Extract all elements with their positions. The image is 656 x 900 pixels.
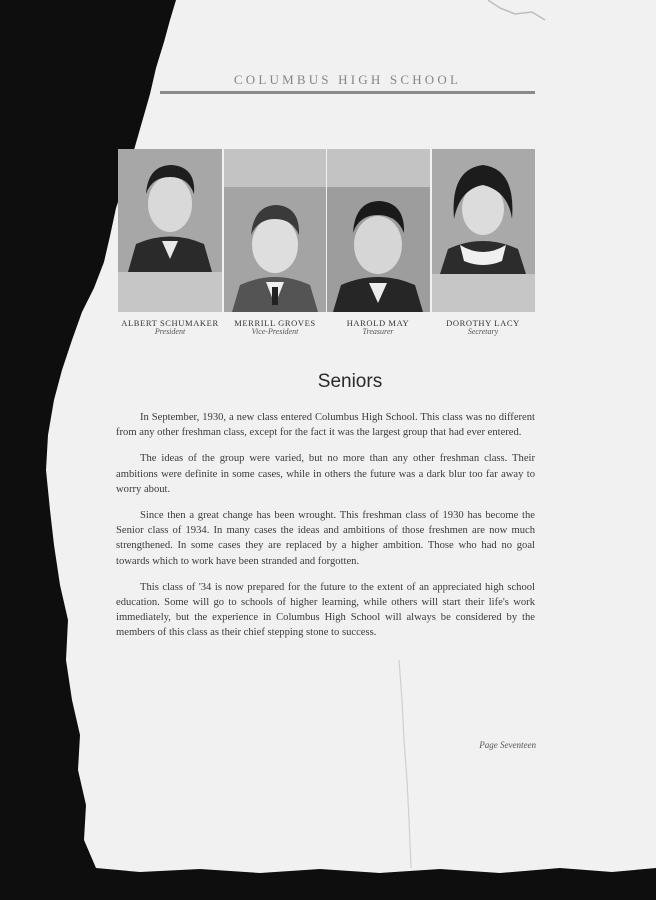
running-head-school-name: COLUMBUS HIGH SCHOOL xyxy=(233,72,462,87)
portrait-merrill-groves-top xyxy=(224,149,326,187)
class-history-text xyxy=(116,410,535,652)
officer-name: MERRILL GROVES xyxy=(234,318,316,328)
officer-role: Secretary xyxy=(467,327,499,336)
officer-role: Treasurer xyxy=(362,327,394,336)
officer-name: ALBERT SCHUMAKER xyxy=(121,318,219,328)
section-title: Seniors xyxy=(317,371,383,392)
page-number: Page Seventeen xyxy=(479,740,536,750)
paragraph: This class of '34 is now prepared for the future to the extent of an appreciated high school education. Some will go to schools of higher learning, while others will start their life's work immediately, but the experience in Columbus High School will always be considered by the members of this class as their chief stepping stone to success. xyxy=(116,581,535,639)
caption-harold-may xyxy=(318,318,438,336)
portrait-photo xyxy=(327,187,430,312)
paragraph: The ideas of the group were varied, but no more than any other freshman class. Their ambitions were definite in some cases, while in others the future was a dark blur too far away to worry about. xyxy=(116,453,535,495)
officer-role: Vice-President xyxy=(251,327,299,336)
portrait-dorothy-lacy xyxy=(432,149,535,274)
caption-albert-schumaker xyxy=(110,318,230,336)
portrait-photo xyxy=(118,149,222,272)
portrait-albert-schumaker xyxy=(118,149,222,272)
portrait-merrill-groves xyxy=(224,187,326,312)
portrait-dorothy-lacy-lower xyxy=(432,274,535,312)
officer-name: DOROTHY LACY xyxy=(446,318,520,328)
officer-role: President xyxy=(154,327,186,336)
officer-portraits xyxy=(0,0,656,345)
officer-name: HAROLD MAY xyxy=(346,318,410,328)
caption-dorothy-lacy xyxy=(423,318,543,336)
portrait-harold-may xyxy=(327,187,430,312)
portrait-photo xyxy=(432,149,535,274)
paragraph: Since then a great change has been wrought. This freshman class of 1930 has become the Senior class of 1934. In many cases the ideas and ambitions of those freshmen are now much strengthened. In some cases they are replaced by a higher ambition. Those who had no goal towards which to work have been stranded and forgotten. xyxy=(116,510,535,567)
paragraph: In September, 1930, a new class entered Columbus High School. This class was no different from any other freshman class, except for the fact it was the largest group that had ever entered. xyxy=(116,412,535,439)
portrait-albert-schumaker-lower xyxy=(118,272,222,312)
portrait-harold-may-top xyxy=(327,149,430,187)
portrait-photo xyxy=(224,187,326,312)
